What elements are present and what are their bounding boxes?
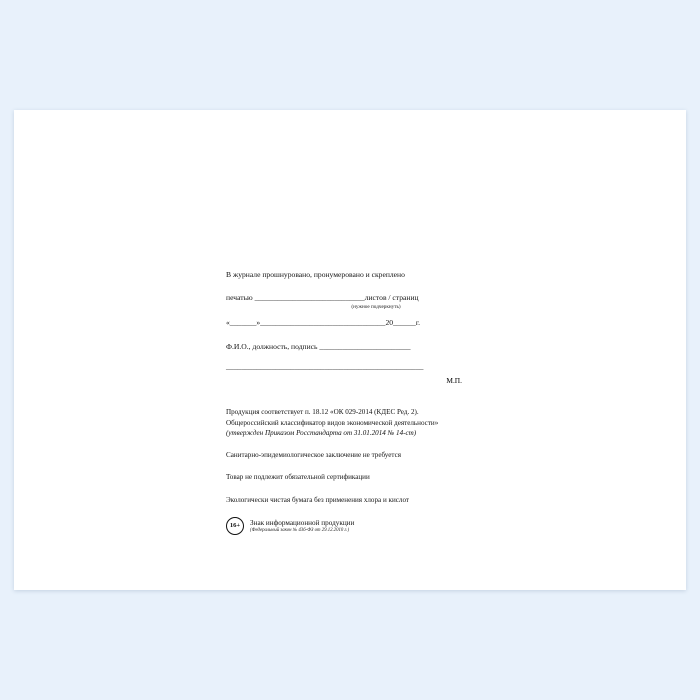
journal-line-4: Ф.И.О., должность, подпись ________________________ [226, 341, 411, 351]
age-rating-icon: 16+ [226, 517, 244, 535]
age-mark-title: Знак информационной продукции [250, 518, 355, 527]
document-content [226, 270, 486, 535]
journal-line-2-note: (нужное подчеркнуть) [351, 303, 401, 310]
stamp-mark: М.П. [446, 376, 462, 386]
document-page [14, 110, 686, 590]
journal-line-1: В журнале прошнуровано, пронумеровано и скреплено [226, 270, 405, 279]
conformity-line-3: (утвержден Приказом Росстандарта от 31.01.2014 № 14-ст) [226, 428, 417, 437]
journal-line-5: ____________________________________________________ [226, 362, 424, 371]
age-mark-text [250, 519, 354, 533]
eco-note: Экологически чистая бумага без применения хлора и кислот [226, 495, 410, 504]
conformity-line-2: Общероссийский классификатор видов экономической деятельности» [226, 418, 439, 427]
certification-note: Товар не подлежит обязательной сертификации [226, 473, 370, 482]
journal-line-2: печатью _____________________________листов / страниц [226, 293, 419, 303]
journal-line-3: «_______»_________________________________20______г. [226, 317, 420, 327]
conformity-line-1: Продукция соответствует п. 18.12 «ОК 029-2014 (КДЕС Ред. 2). [226, 408, 419, 417]
age-mark-subtitle: (Федеральный закон № 436-ФЗ от 29.12.2010 г.) [250, 527, 350, 533]
conformity-note [226, 407, 486, 438]
sanitary-note: Санитарно-эпидемиологическое заключение не требуется [226, 451, 402, 460]
age-mark-row [226, 517, 486, 535]
